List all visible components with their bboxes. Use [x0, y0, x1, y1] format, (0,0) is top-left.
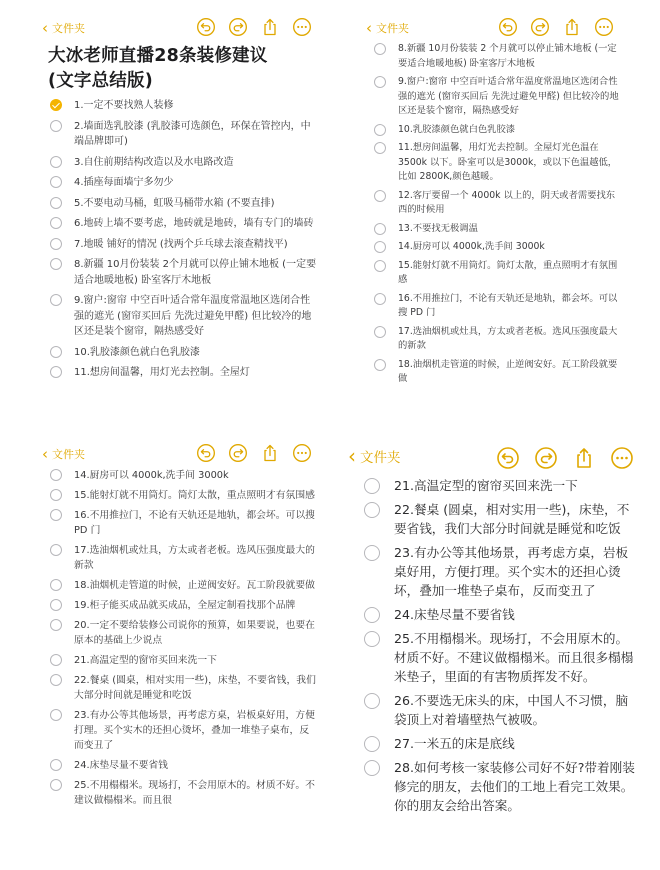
more-icon[interactable]: [292, 17, 312, 37]
unchecked-circle-icon[interactable]: [50, 579, 62, 591]
redo-icon[interactable]: [534, 446, 558, 470]
checklist-item: 10.乳胶漆颜色就白色乳胶漆: [48, 345, 318, 361]
share-icon[interactable]: [562, 17, 582, 37]
checklist-item: 9.窗户:窗帘 中空百叶适合常年温度常温地区选闭合性强的遮光 (窗帘买回后 先洗过避免甲醛) 但比较冷的地区还是装个窗帘，隔热感受好: [372, 75, 620, 119]
unchecked-circle-icon[interactable]: [50, 156, 62, 168]
note-toolbar: [344, 440, 640, 474]
unchecked-circle-icon[interactable]: [364, 631, 380, 647]
note-title-line1: 大冰老师直播28条装修建议: [48, 46, 268, 66]
unchecked-circle-icon[interactable]: [50, 709, 62, 721]
unchecked-circle-icon[interactable]: [374, 190, 386, 202]
checklist-item: 24.床垫尽量不要省钱: [362, 605, 640, 624]
checklist-item: 15.能射灯就不用筒灯。筒灯太散，重点照明才有氛围感: [48, 488, 318, 503]
checklist-item: 8.新疆 10月份装装 2个月就可以停止铺木地板 (一定要适合地暖地板) 卧室客厅木地板: [48, 257, 318, 288]
more-icon[interactable]: [610, 446, 634, 470]
unchecked-circle-icon[interactable]: [364, 760, 380, 776]
unchecked-circle-icon[interactable]: [374, 260, 386, 272]
undo-icon[interactable]: [196, 17, 216, 37]
unchecked-circle-icon[interactable]: [50, 654, 62, 666]
back-label: 文件夹: [360, 450, 401, 466]
unchecked-circle-icon[interactable]: [364, 478, 380, 494]
checklist-item: 21.高温定型的窗帘买回来洗一下: [362, 476, 640, 495]
checklist-item: 28.如何考核一家装修公司好不好?带着刚装修完的朋友，去他们的工地上看完工效果。你的朋友会给出答案。: [362, 758, 640, 815]
unchecked-circle-icon[interactable]: [374, 223, 386, 235]
note-title-line2: (文字总结版): [48, 71, 153, 91]
unchecked-circle-icon[interactable]: [374, 326, 386, 338]
back-button[interactable]: [42, 20, 85, 36]
checklist-item: 1.一定不要找熟人装修: [48, 98, 318, 114]
chevron-left-icon: ‹: [348, 444, 356, 468]
chevron-left-icon: ‹: [42, 18, 48, 37]
unchecked-circle-icon[interactable]: [50, 509, 62, 521]
checklist-item: 10.乳胶漆颜色就白色乳胶漆: [372, 123, 620, 138]
share-icon[interactable]: [572, 446, 596, 470]
back-label: 文件夹: [52, 22, 85, 35]
checklist-item: 24.床垫尽量不要省钱: [48, 758, 318, 773]
unchecked-circle-icon[interactable]: [364, 736, 380, 752]
unchecked-circle-icon[interactable]: [374, 142, 386, 154]
undo-icon[interactable]: [496, 446, 520, 470]
note-panel-2: [362, 14, 620, 434]
unchecked-circle-icon[interactable]: [50, 759, 62, 771]
unchecked-circle-icon[interactable]: [50, 544, 62, 556]
checklist: [38, 98, 318, 381]
checklist-item: 23.有办公等其他场景，再考虑方桌，岩板桌好用，方便打理。买个实木的还担心烫坏，叠加一堆垫子桌布，反而变丑了: [362, 543, 640, 600]
share-icon[interactable]: [260, 17, 280, 37]
checklist-item: 14.厨房可以 4000k,洗手间 3000k: [372, 240, 620, 255]
back-button[interactable]: [348, 446, 401, 466]
unchecked-circle-icon[interactable]: [50, 599, 62, 611]
unchecked-circle-icon[interactable]: [50, 294, 62, 306]
checklist-item: 7.地暖 铺好的情况 (找两个乒乓球去滚查精找平): [48, 237, 318, 253]
checklist-item: 17.选油烟机或灶具，方太或者老板。选风压强度最大的新款: [372, 325, 620, 354]
note-panel-3: [38, 440, 318, 854]
checklist-item: 23.有办公等其他场景，再考虑方桌，岩板桌好用，方便打理。买个实木的还担心烫坏，叠加一堆垫子桌布，反而变丑了: [48, 708, 318, 753]
unchecked-circle-icon[interactable]: [50, 176, 62, 188]
unchecked-circle-icon[interactable]: [374, 241, 386, 253]
checklist-item: 26.不要选无床头的床，中国人不习惯，脑袋顶上对着墙壁热气被吸。: [362, 691, 640, 729]
unchecked-circle-icon[interactable]: [50, 238, 62, 250]
redo-icon[interactable]: [228, 17, 248, 37]
checklist-item: 12.客厅要留一个 4000k 以上的，阴天或者需要找东西的时候用: [372, 189, 620, 218]
unchecked-circle-icon[interactable]: [50, 120, 62, 132]
note-panel-1: [38, 14, 318, 434]
unchecked-circle-icon[interactable]: [374, 76, 386, 88]
undo-icon[interactable]: [196, 443, 216, 463]
checklist-item: 25.不用榻榻米。现场打，不会用原木的。材质不好。不建议做榻榻米。而且很: [48, 778, 318, 808]
checklist-item: 5.不要电动马桶，虹吸马桶带水箱 (不要直排): [48, 196, 318, 212]
more-icon[interactable]: [594, 17, 614, 37]
redo-icon[interactable]: [530, 17, 550, 37]
checklist-item: 15.能射灯就不用筒灯。筒灯太散，重点照明才有氛围感: [372, 259, 620, 288]
checklist-item: 17.选油烟机或灶具，方太或者老板。选风压强度最大的新款: [48, 543, 318, 573]
back-label: 文件夹: [376, 22, 409, 35]
checklist-item: 27.一米五的床是底线: [362, 734, 640, 753]
unchecked-circle-icon[interactable]: [50, 258, 62, 270]
chevron-left-icon: ‹: [42, 444, 48, 463]
unchecked-circle-icon[interactable]: [374, 293, 386, 305]
unchecked-circle-icon[interactable]: [50, 197, 62, 209]
checklist-item: 8.新疆 10月份装装 2 个月就可以停止铺木地板 (一定要适合地暖地板) 卧室客厅木地板: [372, 42, 620, 71]
checklist-item: 3.自住前期结构改造以及水电路改造: [48, 155, 318, 171]
checklist-item: 16.不用推拉门，不论有天轨还是地轨，都会坏。可以搜 PD 门: [48, 508, 318, 538]
back-button[interactable]: [42, 446, 85, 462]
more-icon[interactable]: [292, 443, 312, 463]
checklist-item: 21.高温定型的窗帘买回来洗一下: [48, 653, 318, 668]
unchecked-circle-icon[interactable]: [50, 674, 62, 686]
checklist-item: 9.窗户:窗帘 中空百叶适合常年温度常温地区选闭合性强的遮光 (窗帘买回后 先洗过避免甲醛) 但比较冷的地区还是装个窗帘，隔热感受好: [48, 293, 318, 340]
checklist: [38, 468, 318, 808]
undo-icon[interactable]: [498, 17, 518, 37]
back-label: 文件夹: [52, 448, 85, 461]
unchecked-circle-icon[interactable]: [364, 693, 380, 709]
checklist-item: 22.餐桌 (圆桌，相对实用一些)，床垫，不要省钱，我们大部分时间就是睡觉和吃饭: [362, 500, 640, 538]
unchecked-circle-icon[interactable]: [364, 545, 380, 561]
checklist-item: 6.地砖上墙不要考虑，地砖就是地砖，墙有专门的墙砖: [48, 216, 318, 232]
note-toolbar: [38, 440, 318, 468]
checklist-item: 13.不要找无极调温: [372, 222, 620, 237]
unchecked-circle-icon[interactable]: [50, 779, 62, 791]
checklist-item: 25.不用榻榻米。现场打，不会用原木的。材质不好。不建议做榻榻米。而且很多榻榻米垫子，里面的有害物质挥发不好。: [362, 629, 640, 686]
unchecked-circle-icon[interactable]: [50, 489, 62, 501]
note-panel-4: [344, 440, 640, 854]
checklist-item: 20.一定不要给装修公司说你的预算，如果要说，也要在原本的基础上少说点: [48, 618, 318, 648]
checklist-item: 18.油烟机走管道的时候，止逆阀安好。瓦工阶段就要做: [48, 578, 318, 593]
checklist-item: 14.厨房可以 4000k,洗手间 3000k: [48, 468, 318, 483]
note-toolbar: [38, 14, 318, 42]
checklist-item: 22.餐桌 (圆桌，相对实用一些)，床垫，不要省钱，我们大部分时间就是睡觉和吃饭: [48, 673, 318, 703]
redo-icon[interactable]: [228, 443, 248, 463]
unchecked-circle-icon[interactable]: [50, 217, 62, 229]
note-title: [48, 44, 318, 94]
checklist-item: 2.墙面选乳胶漆 (乳胶漆可选颜色，环保在管控内，中端品牌即可): [48, 119, 318, 150]
checklist: [362, 42, 620, 387]
note-toolbar: [362, 14, 620, 42]
unchecked-circle-icon[interactable]: [50, 469, 62, 481]
checklist-item: 11.想房间温馨，用灯光去控制。全屋灯: [48, 365, 318, 381]
checklist-item: 4.插座每面墙宁多勿少: [48, 175, 318, 191]
checklist-item: 16.不用推拉门，不论有天轨还是地轨，都会坏。可以搜 PD 门: [372, 292, 620, 321]
unchecked-circle-icon[interactable]: [374, 43, 386, 55]
checklist-item: 11.想房间温馨，用灯光去控制。全屋灯光色温在 3500k 以下。卧室可以是3000k，或以下色温越低，比如 2800K,颜色越暖。: [372, 141, 620, 185]
unchecked-circle-icon[interactable]: [374, 359, 386, 371]
back-button[interactable]: [366, 20, 409, 36]
checklist-item: 18.油烟机走管道的时候，止逆阀安好。瓦工阶段就要做: [372, 358, 620, 387]
unchecked-circle-icon[interactable]: [364, 607, 380, 623]
share-icon[interactable]: [260, 443, 280, 463]
unchecked-circle-icon[interactable]: [50, 366, 62, 378]
checklist: [344, 476, 640, 815]
checklist-item: 19.柜子能买成品就买成品，全屋定制看找那个品牌: [48, 598, 318, 613]
unchecked-circle-icon[interactable]: [374, 124, 386, 136]
chevron-left-icon: ‹: [366, 18, 372, 37]
unchecked-circle-icon[interactable]: [364, 502, 380, 518]
checked-circle-icon[interactable]: [50, 99, 62, 111]
unchecked-circle-icon[interactable]: [50, 346, 62, 358]
unchecked-circle-icon[interactable]: [50, 619, 62, 631]
